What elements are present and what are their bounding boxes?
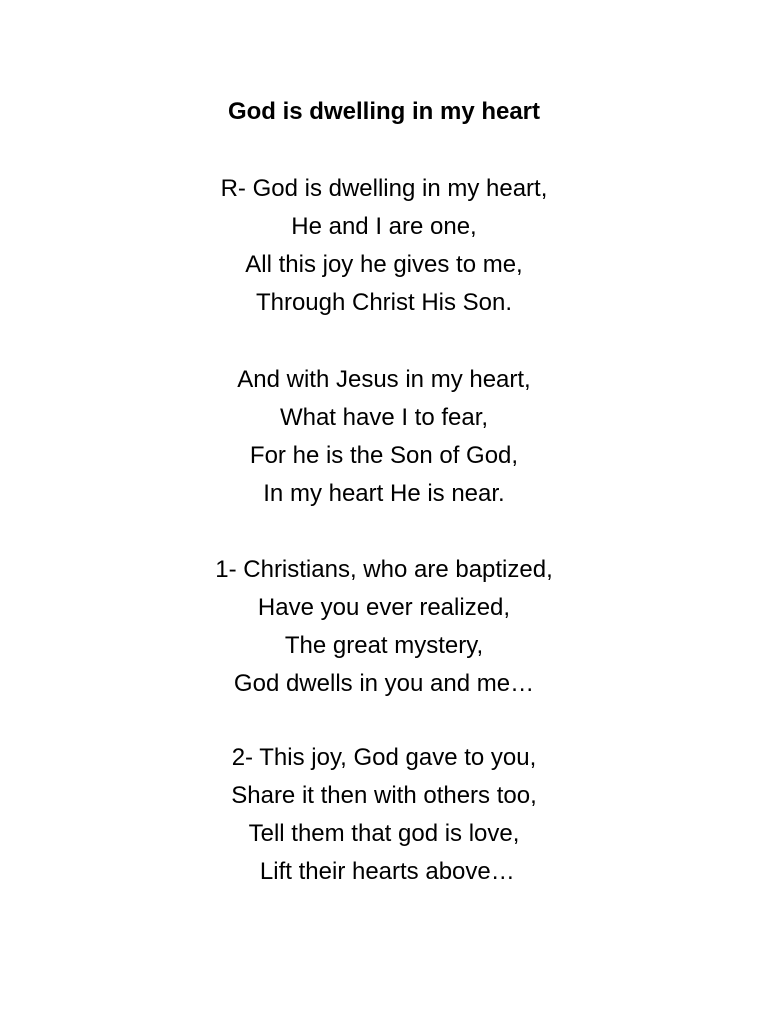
song-title: God is dwelling in my heart [227, 98, 541, 125]
stanza-line: Through Christ His Son. [255, 289, 513, 316]
stanza-line: What have I to fear, [279, 404, 489, 431]
stanza-line: Have you ever realized, [257, 594, 511, 621]
stanza-line: Share it then with others too, [231, 782, 537, 809]
stanza-line: Tell them that god is love, [248, 820, 520, 847]
stanza-line: He and I are one, [291, 213, 477, 240]
stanza-line: For he is the Son of God, [249, 442, 519, 469]
stanza-line: And with Jesus in my heart, [237, 366, 531, 393]
verse-2-stanza [0, 739, 768, 891]
stanza-line: 1- Christians, who are baptized, [215, 556, 553, 583]
stanza-line: All this joy he gives to me, [245, 251, 523, 278]
refrain-continuation-stanza [0, 361, 768, 513]
verse-1-stanza [0, 551, 768, 703]
stanza-line: R- God is dwelling in my heart, [220, 175, 548, 202]
stanza-line: 2- This joy, God gave to you, [231, 744, 537, 771]
stanza-line: In my heart He is near. [263, 480, 505, 507]
refrain-stanza [0, 170, 768, 322]
stanza-line: Lift their hearts above… [253, 858, 515, 885]
stanza-line: The great mystery, [284, 632, 484, 659]
stanza-line: God dwells in you and me… [233, 670, 535, 697]
